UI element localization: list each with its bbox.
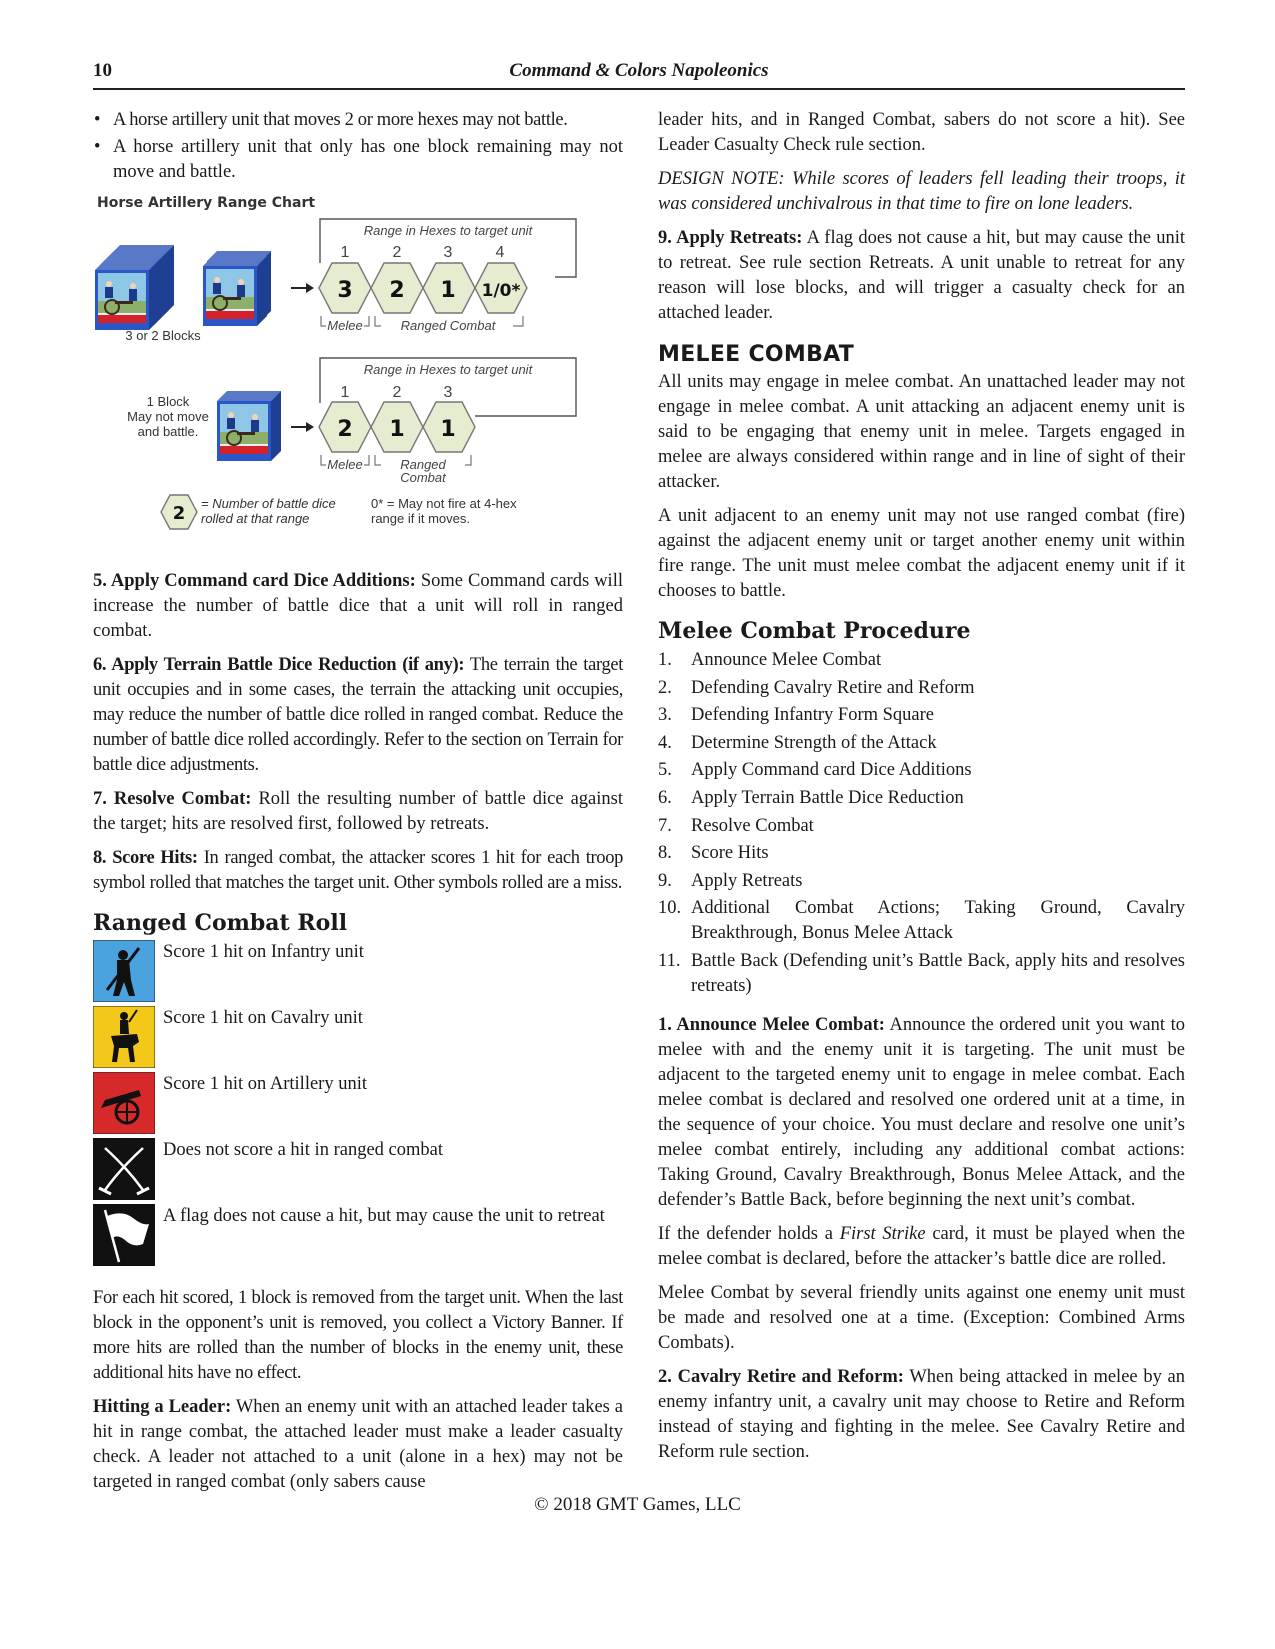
procedure-text: Resolve Combat [691,815,814,836]
step-6-label: 6. Apply Terrain Battle Dice Reduction (if any): [93,655,465,675]
range-num: 4 [495,244,505,261]
procedure-number: 6. [658,787,672,808]
procedure-number: 8. [658,843,672,864]
step-8-text: In ranged combat, the attacker scores 1 hit for each troop symbol rolled that matches the target unit. Other symbols rolled are a miss. [93,848,623,893]
melee-label-bottom: Melee [327,457,363,472]
range-label-top: Range in Hexes to target unit [363,223,533,238]
procedure-item [658,896,1185,946]
roll-text: Score 1 hit on Infantry unit [163,942,364,962]
legend-note-text: 0* = May not fire at 4-hex [371,496,517,511]
retire-reform-label: 2. Cavalry Retire and Reform: [658,1366,904,1387]
hitting-leader-text: When an enemy unit with an attached leader takes a hit in range combat, the attached leader must make a leader casualty check. A leader not attached to a unit (alone in a hex) may not be targeted in ranged combat (only sabers cause [93,1397,623,1492]
range-chart-graphic [93,191,623,551]
first-strike-pre: If the defender holds a [658,1223,840,1244]
procedure-number: 10. [658,898,682,919]
first-strike-paragraph [658,1222,1185,1272]
procedure-number: 11. [658,950,681,971]
several-units-paragraph: Melee Combat by several friendly units against one enemy unit must be made and resolved one at a time. (Exception: Combined Arms Combats). [658,1282,1185,1353]
blocks-label-bottom: May not move [127,409,209,424]
legend-dice-text: rolled at that range [201,511,310,526]
range-num: 2 [392,384,402,401]
procedure-number: 9. [658,870,672,891]
announce-melee-paragraph [658,1013,1185,1213]
melee-combat-heading: MELEE COMBAT [658,342,855,367]
procedure-item [658,786,1185,811]
range-num: 3 [443,244,453,261]
arrow-top [291,283,314,293]
range-num: 2 [392,244,402,261]
procedure-number: 5. [658,760,672,781]
roll-row-artillery [93,1072,623,1138]
left-column [93,108,623,1504]
step-9-label: 9. Apply Retreats: [658,228,803,248]
roll-row-sabers [93,1138,623,1204]
roll-text: A flag does not cause a hit, but may cause the unit to retreat [163,1206,605,1226]
dice-value: 1/0* [481,281,521,301]
ranged-label-bottom: Ranged [400,457,446,472]
step-5-paragraph [93,569,623,644]
arrow-bottom [291,422,314,432]
procedure-text: Additional Combat Actions; Taking Ground, Cavalry Breakthrough, Bonus Melee Attack [691,898,1185,944]
step-7-label: 7. Resolve Combat: [93,789,252,809]
hitting-leader-paragraph [93,1395,623,1495]
step-9-text: A flag does not cause a hit, but may cause the unit to retreat. See rule section Retreats. A unit unable to retreat for any reason will lose blocks, and will trigger a casualty check for an attached leader. [658,228,1185,323]
procedure-number: 7. [658,815,672,836]
bullet-item: • A horse artillery unit that only has one block remaining may not move and battle. [93,135,623,185]
step-6-text: The terrain the target unit occupies and in some cases, the terrain the attacking unit occupies, may reduce the number of battle dice rolled in ranged combat. Reduce the number of battle dice rolled accordingly. Refer to the section on Terrain for battle dice adjustments. [93,655,623,775]
procedure-text: Determine Strength of the Attack [691,732,937,753]
legend-dice-text: = Number of battle dice [201,496,336,511]
procedure-number: 4. [658,732,672,753]
step-5-text: Some Command cards will increase the number of battle dice that a unit will roll in ranged combat. [93,571,623,641]
procedure-number: 2. [658,677,672,698]
retire-reform-paragraph [658,1365,1185,1465]
procedure-text: Apply Retreats [691,870,803,891]
hitting-leader-label: Hitting a Leader: [93,1397,232,1417]
range-num: 1 [340,244,350,261]
step-6-paragraph [93,653,623,778]
procedure-text: Battle Back (Defending unit’s Battle Back, apply hits and resolves retreats) [691,950,1185,996]
first-strike-post: card, it must be played when the melee combat is declared, before the attacker’s battle dice are rolled. [658,1223,1185,1269]
ranged-combat-roll-list [93,940,623,1270]
right-column [658,108,1185,1474]
procedure-text: Score Hits [691,843,769,864]
ranged-combat-roll-heading: Ranged Combat Roll [93,910,348,936]
copyright-footer: © 2018 GMT Games, LLC [534,1494,741,1515]
step-8-paragraph [93,846,623,896]
roll-text: Score 1 hit on Cavalry unit [163,1008,363,1028]
design-note: DESIGN NOTE: While scores of leaders fell leading their troops, it was considered unchivalrous in that time to fire on lone leaders. [658,169,1185,214]
page-header [93,58,1185,90]
dice-value: 1 [440,417,456,442]
page-number: 10 [93,60,112,81]
dice-value: 3 [337,278,353,303]
procedure-text: Defending Cavalry Retire and Reform [691,677,975,698]
melee-intro-paragraph: All units may engage in melee combat. An unattached leader may not engage in melee combat. A unit attacking an adjacent enemy unit is said to be engaging that enemy unit in melee. Targets engaged in melee are always considered within range and in line of sight of their attacker. [658,372,1185,492]
bullet-item: • A horse artillery unit that moves 2 or more hexes may not battle. [93,108,623,133]
legend-note-text: range if it moves. [371,511,470,526]
procedure-text: Apply Terrain Battle Dice Reduction [691,787,964,808]
blocks-label-bottom: 1 Block [146,394,190,409]
roll-row-cavalry [93,1006,623,1072]
step-8-label: 8. Score Hits: [93,848,198,868]
first-strike-card-name: First Strike [839,1223,926,1244]
procedure-item [658,731,1185,756]
step-9-paragraph [658,226,1185,326]
procedure-item [658,949,1185,999]
step-7-text: Roll the resulting number of battle dice against the target; hits are resolved first, followed by retreats. [93,789,623,834]
legend-hex-value: 2 [172,503,186,524]
procedure-text: Apply Command card Dice Additions [691,760,972,781]
roll-row-infantry [93,940,623,1006]
artillery-icon [93,1072,155,1134]
procedure-item [658,676,1185,701]
cavalry-icon [93,1006,155,1068]
running-title: Command & Colors Napoleonics [509,60,769,81]
chart-title: Horse Artillery Range Chart [97,195,316,211]
top-blocks-stack [95,245,271,330]
announce-melee-text: Announce the ordered unit you want to melee with and the enemy unit it is targeting. The unit must be adjacent to the targeted enemy unit to engage in melee combat. Each melee combat is declared and resolved one ordered unit at a time, in the sequence of your choice. You must declare and resolve one unit’s melee combat entirely, including any additional combat actions: Taking Ground, Cavalry Breakthrough, Bonus Melee Attack, and the defender’s Battle Back, before beginning the next unit’s combat. [658,1014,1185,1210]
step-7-paragraph [93,787,623,837]
procedure-number: 3. [658,705,672,726]
blocks-label-bottom: and battle. [137,424,199,439]
range-num: 3 [443,384,453,401]
range-label-bottom: Range in Hexes to target unit [363,362,533,377]
horse-artillery-bullets [93,108,623,185]
melee-adjacent-paragraph: A unit adjacent to an enemy unit may not use ranged combat (fire) against the adjacent enemy unit or target another enemy unit within fire range. The unit must melee combat the adjacent enemy unit if it chooses to battle. [658,506,1185,601]
dice-value: 1 [389,417,405,442]
dice-value: 2 [389,278,405,303]
procedure-item [658,869,1185,894]
blocks-label-top: 3 or 2 Blocks [125,328,201,343]
ranged-label-top: Ranged Combat [400,318,496,333]
procedure-item [658,814,1185,839]
procedure-item [658,758,1185,783]
procedure-number: 1. [658,650,672,670]
melee-procedure-list [658,648,1185,999]
melee-procedure-heading: Melee Combat Procedure [658,618,971,644]
leader-continued-paragraph: leader hits, and in Ranged Combat, sabers do not score a hit). See Leader Casualty Check rule section. [658,110,1185,155]
block-removal-paragraph: For each hit scored, 1 block is removed from the target unit. When the last block in the opponent’s unit is removed, you collect a Victory Banner. If more hits are rolled than the number of blocks in the enemy unit, these additional hits have no effect. [93,1288,623,1383]
procedure-item [658,703,1185,728]
procedure-text: Defending Infantry Form Square [691,705,935,726]
procedure-text: Announce Melee Combat [691,650,882,670]
dice-value: 2 [337,417,353,442]
retire-reform-text: When being attacked in melee by an enemy infantry unit, a cavalry unit may choose to Retire and Reform instead of staying and fighting in the melee. See Cavalry Retire and Reform rule section. [658,1366,1185,1462]
range-num: 1 [340,384,350,401]
roll-text: Does not score a hit in ranged combat [163,1140,443,1160]
sabers-icon [93,1138,155,1200]
announce-melee-label: 1. Announce Melee Combat: [658,1014,885,1035]
procedure-item [658,648,1185,673]
bottom-block [217,391,281,461]
infantry-icon [93,940,155,1002]
dice-value: 1 [440,278,456,303]
procedure-item [658,841,1185,866]
roll-row-flag [93,1204,623,1270]
roll-text: Score 1 hit on Artillery unit [163,1074,367,1094]
step-5-label: 5. Apply Command card Dice Additions: [93,571,416,591]
ranged-label-bottom: Combat [400,470,446,485]
flag-icon [93,1204,155,1266]
horse-artillery-range-chart [93,191,623,551]
melee-label-top: Melee [327,318,363,333]
